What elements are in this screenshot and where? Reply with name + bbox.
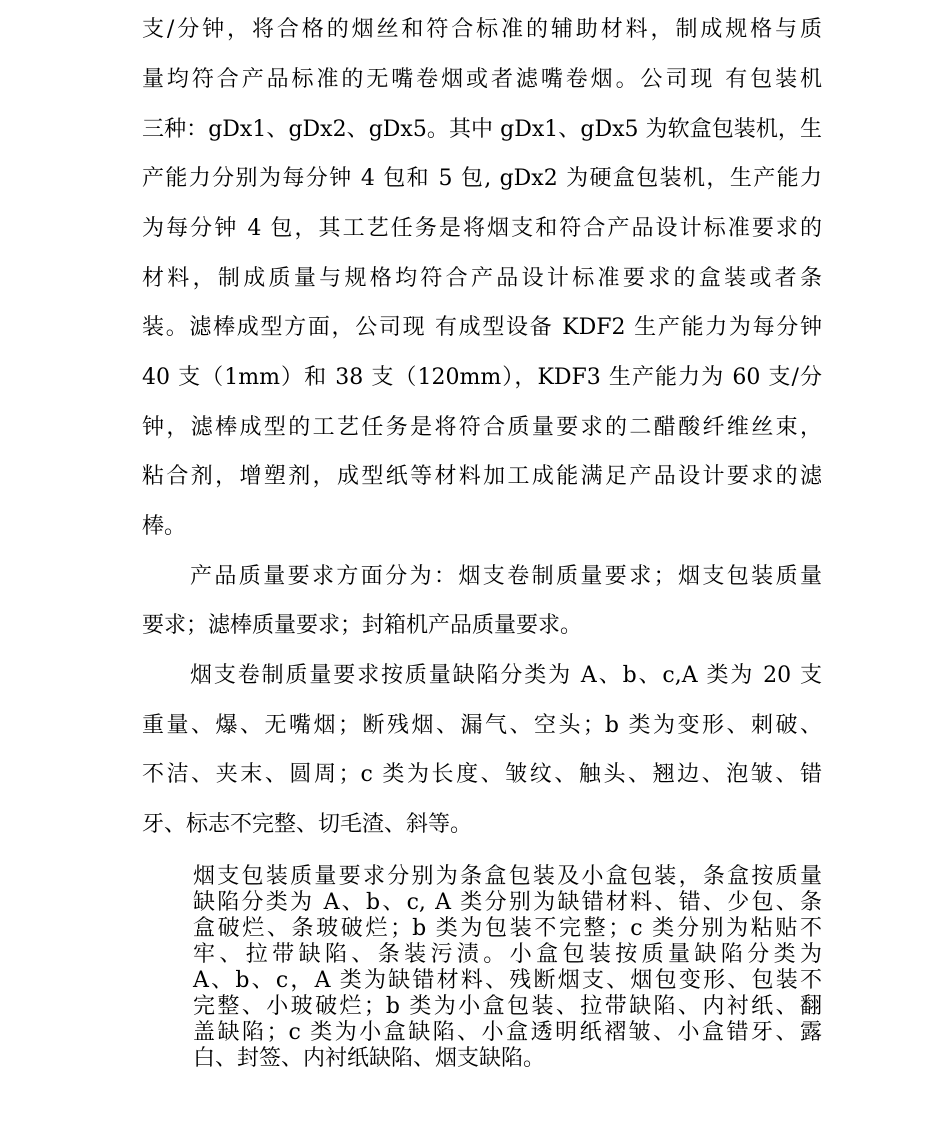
- paragraph-3-line-1: 烟支卷制质量要求按质量缺陷分类为 A、b、c,A 类为 20 支: [190, 663, 822, 688]
- paragraph-4-line-2: 缺陷分类为 A、b、c, A 类分别为缺错材料、错、少包、条: [193, 890, 822, 915]
- paragraph-3-line-4: 牙、标志不完整、切毛渣、斜等。: [142, 812, 473, 837]
- paragraph-4-line-6: 完整、小玻破烂；b 类为小盒包装、拉带缺陷、内衬纸、翻: [193, 994, 822, 1019]
- paragraph-1-line-6: 材料，制成质量与规格均符合产品设计标准要求的盒装或者条: [142, 266, 822, 291]
- paragraph-1-line-3: 三种：gDx1、gDx2、gDx5。其中 gDx1、gDx5 为软盒包装机，生: [142, 117, 822, 142]
- paragraph-1-line-10: 粘合剂，增塑剂，成型纸等材料加工成能满足产品设计要求的滤: [142, 464, 822, 489]
- paragraph-1-line-5: 为每分钟 4 包，其工艺任务是将烟支和符合产品设计标准要求的: [142, 216, 822, 241]
- paragraph-4-line-3: 盒破烂、条玻破烂；b 类为包装不完整；c 类分别为粘贴不: [193, 916, 822, 941]
- paragraph-1-line-11: 棒。: [142, 514, 187, 539]
- paragraph-1-line-9: 钟，滤棒成型的工艺任务是将符合质量要求的二醋酸纤维丝束，: [142, 415, 822, 440]
- paragraph-1-line-7: 装。滤棒成型方面，公司现 有成型设备 KDF2 生产能力为每分钟: [142, 315, 822, 340]
- paragraph-4-line-5: A、b、c，A 类为缺错材料、残断烟支、烟包变形、包装不: [193, 968, 822, 993]
- paragraph-4-line-8: 白、封签、内衬纸缺陷、烟支缺陷。: [193, 1046, 546, 1071]
- paragraph-4-line-1: 烟支包装质量要求分别为条盒包装及小盒包装，条盒按质量: [193, 864, 822, 889]
- paragraph-1-line-1: 支/分钟，将合格的烟丝和符合标准的辅助材料，制成规格与质: [142, 17, 822, 42]
- paragraph-4-line-4: 牢、拉带缺陷、条装污渍。小盒包装按质量缺陷分类为: [193, 942, 822, 967]
- paragraph-3-line-3: 不洁、夹末、圆周；c 类为长度、皱纹、触头、翘边、泡皱、错: [142, 762, 822, 787]
- paragraph-2-line-1: 产品质量要求方面分为：烟支卷制质量要求；烟支包装质量: [190, 564, 822, 589]
- paragraph-3-line-2: 重量、爆、无嘴烟；断残烟、漏气、空头；b 类为变形、刺破、: [142, 713, 822, 738]
- paragraph-1-line-4: 产能力分别为每分钟 4 包和 5 包, gDx2 为硬盒包装机，生产能力: [142, 166, 822, 191]
- paragraph-2-line-2: 要求；滤棒质量要求；封箱机产品质量要求。: [142, 613, 583, 638]
- paragraph-1-line-8: 40 支（1mm）和 38 支（120mm），KDF3 生产能力为 60 支/分: [142, 365, 822, 390]
- paragraph-1-line-2: 量均符合产品标准的无嘴卷烟或者滤嘴卷烟。公司现 有包装机: [142, 67, 822, 92]
- paragraph-4-line-7: 盖缺陷；c 类为小盒缺陷、小盒透明纸褶皱、小盒错牙、露: [193, 1020, 822, 1045]
